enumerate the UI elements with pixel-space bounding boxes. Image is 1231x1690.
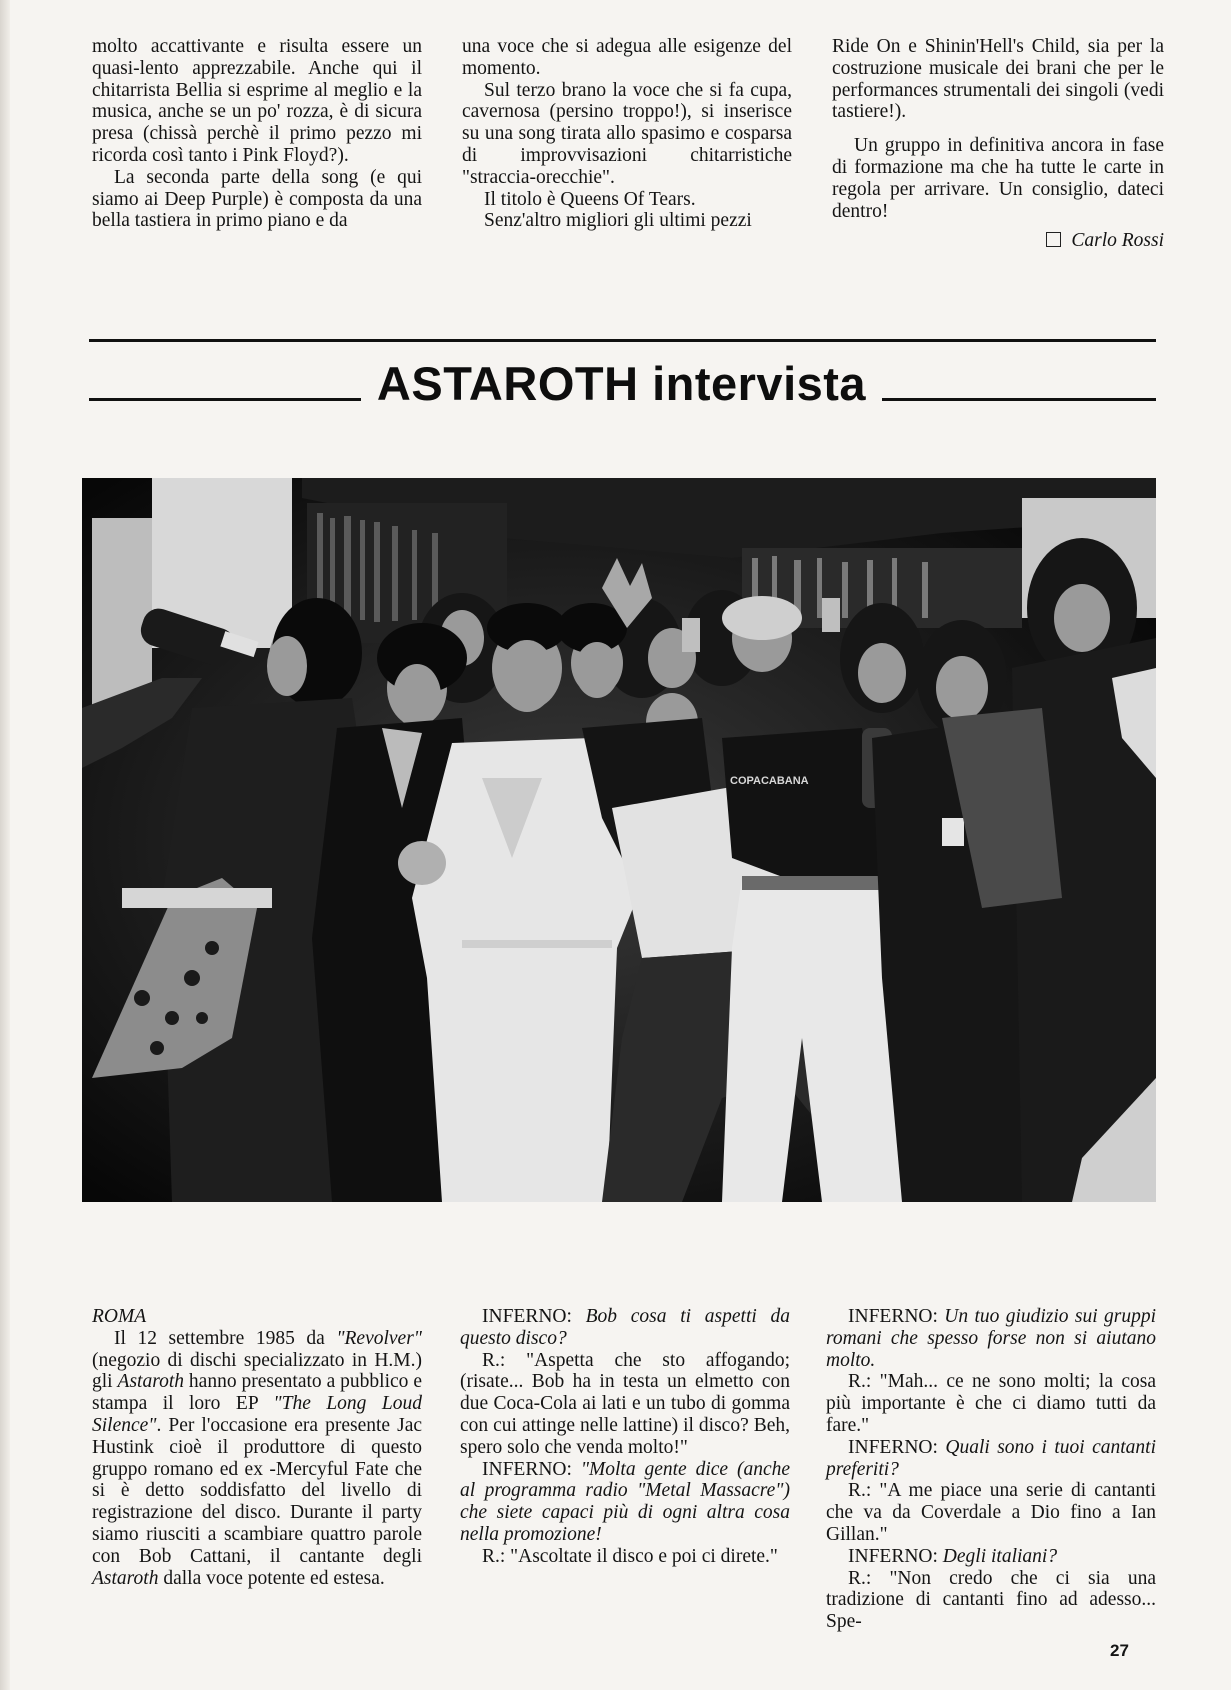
end-mark-icon: [1046, 232, 1061, 247]
band-name: Astaroth: [117, 1371, 184, 1393]
interview-column-3: [826, 1306, 1156, 1633]
answer: R.: "Aspetta che sto affogando; (risate... Bob ha in testa un elmetto con due Coca-Cola ai lati e un tubo di gomma con cui attinge nelle lattine) il disco? Beh, spero solo che venda molto!": [460, 1349, 790, 1458]
question: [826, 1437, 1156, 1481]
text-run: hanno presentato a pubblico e stampa il loro EP: [92, 1371, 422, 1415]
paragraph: Un gruppo in definitiva ancora in fase di formazione ma che ha tutte le carte in regola per arrivare. Un consiglio, dateci dentro!: [832, 135, 1164, 222]
answer: R.: "Mah... ce ne sono molti; la cosa più importante è che ci diamo tutti da fare.": [826, 1371, 1156, 1436]
author-name: Carlo Rossi: [1071, 230, 1164, 252]
headline-rule-right: [882, 398, 1156, 401]
question-text: "Molta gente dice (anche al programma radio "Metal Massacre") che siete capaci più di ogni altra cosa nella promozione!: [460, 1458, 790, 1545]
answer: R.: "Non credo che ci sia una tradizione di cantanti fino ad adesso... Spe-: [826, 1567, 1156, 1633]
author-signature: [832, 230, 1164, 252]
top-article-column-2: [462, 36, 792, 232]
answer: R.: "A me piace una serie di cantanti che va da Coverdale a Dio fino a Ian Gillan.": [826, 1480, 1156, 1545]
page-title: ASTAROTH intervista: [376, 357, 867, 410]
paragraph: La seconda parte della song (e qui siamo ai Deep Purple) è composta da una bella tastiera in primo piano e da: [92, 166, 422, 232]
intro-paragraph: [92, 1328, 422, 1590]
question: [826, 1546, 1156, 1568]
band-photo: [82, 478, 1156, 1202]
question-label: INFERNO:: [848, 1306, 945, 1327]
question-label: INFERNO:: [848, 1545, 943, 1567]
question: [460, 1306, 790, 1350]
headline-rule-left: [89, 398, 361, 401]
top-article-column-3: [832, 36, 1164, 252]
dateline: [92, 1306, 422, 1328]
ep-title: "The Long Loud Silence": [92, 1393, 422, 1436]
location-text: ROMA: [92, 1306, 147, 1327]
question-text: Bob cosa ti aspetti da questo disco?: [460, 1306, 790, 1349]
text-run: (negozio di dischi specializzato in H.M.) gli: [92, 1349, 422, 1393]
paragraph: molto accattivante e risulta essere un quasi-lento apprezzabile. Anche qui il chitarrista Bellia si esprime al meglio e la musica, anche se un po' rozza, è di sicura presa (chissà perchè il primo pezzo mi ricorda così tanto i Pink Floyd?).: [92, 36, 422, 166]
text-run: Il 12 settembre 1985 da: [114, 1327, 337, 1349]
shirt-print-text: COPACABANA: [730, 775, 809, 787]
paragraph: una voce che si adegua alle esigenze del momento.: [462, 36, 792, 79]
answer: R.: "Ascoltate il disco e poi ci direte.": [482, 1545, 778, 1567]
band-name: Astaroth: [92, 1567, 159, 1589]
paragraph: Ride On e Shinin'Hell's Child, sia per la costruzione musicale dei brani che per le performances strumentali dei singoli (vedi tastiere!).: [832, 36, 1164, 123]
top-article-column-1: [92, 36, 422, 232]
question: [826, 1306, 1156, 1371]
question-text: Quali sono i tuoi cantanti preferiti?: [826, 1436, 1157, 1480]
text-run: dalla voce potente ed estesa.: [158, 1567, 385, 1589]
interview-column-1: [92, 1306, 422, 1589]
question-label: INFERNO:: [848, 1436, 946, 1458]
divider-rule: [89, 339, 1156, 342]
text-run: . Per l'occasione era presente Jac Hustink cioè il produttore di questo gruppo romano ed ex -Mercyful Fate che si è detto soddisfatto del livello di registrazione del disco. Durante il party siamo riusciti a scambiare quattro parole con Bob Cattani, il cantante degli: [92, 1414, 422, 1567]
paragraph: Sul terzo brano la voce che si fa cupa, cavernosa (persino troppo!), si inserisce su una song tirata allo spasimo e cosparsa di improvvisazioni chitarristiche "straccia-orecchie".: [462, 79, 792, 188]
page-number: 27: [1110, 1641, 1129, 1660]
question: [460, 1459, 790, 1546]
paragraph: Il titolo è Queens Of Tears.: [484, 188, 696, 210]
interview-column-2: [460, 1306, 790, 1568]
store-name: "Revolver": [336, 1327, 422, 1349]
question-text: Un tuo giudizio sui gruppi romani che spesso forse non si aiutano molto.: [826, 1306, 1156, 1371]
question-text: Degli italiani?: [942, 1545, 1058, 1567]
question-label: INFERNO:: [482, 1306, 586, 1327]
question-label: INFERNO:: [482, 1458, 581, 1480]
paragraph: Senz'altro migliori gli ultimi pezzi: [484, 210, 752, 232]
page-spine: [0, 0, 10, 1690]
